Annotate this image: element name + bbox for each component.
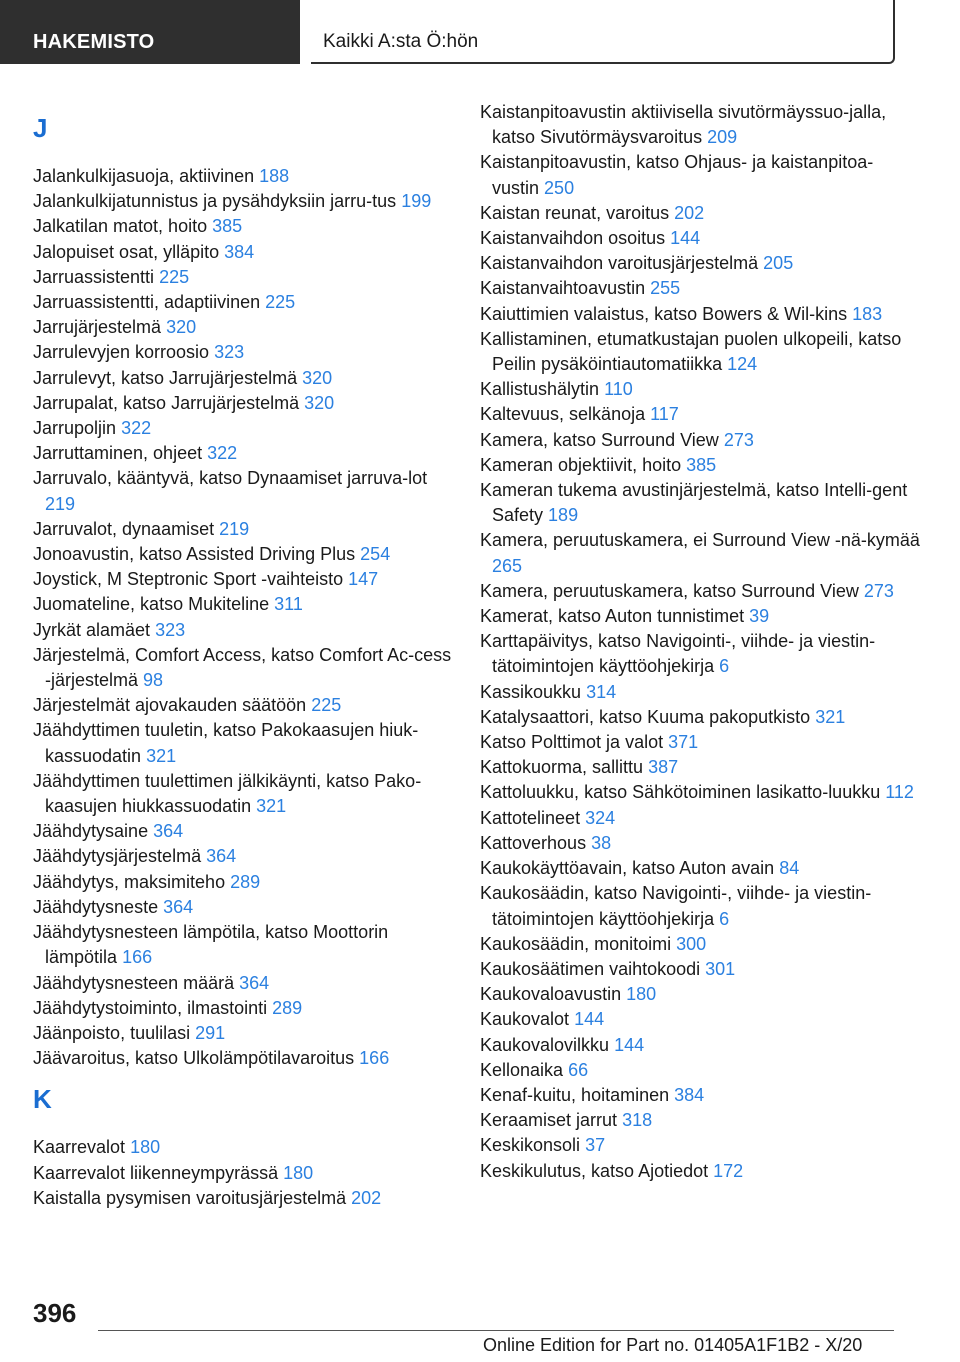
page-reference-link[interactable]: 147 <box>348 569 379 590</box>
index-entry-text: Keskikonsoli <box>480 1135 581 1156</box>
page-reference-link[interactable]: 144 <box>574 1009 605 1030</box>
page-reference-link[interactable]: 117 <box>650 404 679 425</box>
page-reference-link[interactable]: 225 <box>265 292 296 313</box>
index-entry-text: Kamerat, katso Auton tunnistimet <box>480 606 745 627</box>
page-reference-link[interactable]: 66 <box>568 1059 589 1080</box>
index-entry-text: Kaistan reunat, varoitus <box>480 202 670 223</box>
index-entry <box>33 693 453 718</box>
page-reference-link[interactable]: 219 <box>45 493 76 514</box>
page-reference-link[interactable]: 202 <box>351 1187 382 1208</box>
page-reference-link[interactable]: 324 <box>585 807 616 828</box>
index-entry <box>33 844 453 869</box>
page-reference-link[interactable]: 144 <box>670 228 701 249</box>
index-entry <box>33 441 453 466</box>
index-entry <box>480 276 920 301</box>
index-entry <box>33 416 453 441</box>
index-entry-text: Jonoavustin, katso Assisted Driving Plus <box>33 544 356 565</box>
index-entry-text: Jarrupoljin <box>33 418 117 439</box>
index-entry-text: Jäähdytys, maksimiteho <box>33 871 226 892</box>
index-entry <box>480 226 920 251</box>
index-entry <box>33 315 453 340</box>
index-entry <box>480 528 920 578</box>
index-entry-text: Jäähdytysneste <box>33 896 159 917</box>
index-entry-text: Kaistanvaihdon osoitus <box>480 228 666 249</box>
index-entry-text: Keskikulutus, katso Ajotiedot <box>480 1160 709 1181</box>
index-entry <box>480 453 920 478</box>
index-entry <box>480 831 920 856</box>
index-entry-text: Kallistushälytin <box>480 379 600 400</box>
index-entry <box>480 150 920 200</box>
page-reference-link[interactable]: 205 <box>763 253 794 274</box>
index-entry-text: Kattoluukku, katso Sähkötoiminen lasikatto-luukku <box>480 782 881 803</box>
index-entry <box>480 428 920 453</box>
index-entry <box>480 932 920 957</box>
index-entry-text: Katso Polttimot ja valot <box>480 732 664 753</box>
index-entry-text: Jarrulevyjen korroosio <box>33 342 210 363</box>
index-entry <box>33 240 453 265</box>
page-reference-link[interactable]: 289 <box>272 997 303 1018</box>
index-entry <box>480 251 920 276</box>
index-entry-text: Kaistanpitoavustin, katso Ohjaus- ja kaistanpitoa-vustin <box>480 152 874 198</box>
index-column-right <box>480 100 920 1184</box>
index-entry <box>480 806 920 831</box>
page-reference-link[interactable]: 225 <box>159 266 190 287</box>
index-entry-text: Jarrupalat, katso Jarrujärjestelmä <box>33 392 300 413</box>
index-entry <box>33 214 453 239</box>
page-reference-link[interactable]: 364 <box>153 821 184 842</box>
index-entry-text: Kaistanvaihtoavustin <box>480 278 646 299</box>
page-reference-link[interactable]: 320 <box>304 392 335 413</box>
index-entry-text: Jäähdytysnesteen määrä <box>33 972 235 993</box>
page-reference-link[interactable]: 39 <box>749 606 770 627</box>
index-entry <box>480 302 920 327</box>
index-entry <box>480 780 920 805</box>
index-entry-text: Jalopuiset osat, ylläpito <box>33 241 220 262</box>
index-entry-text: Järjestelmät ajovakauden säätöön <box>33 695 307 716</box>
page-reference-link[interactable]: 385 <box>212 216 243 237</box>
index-entry <box>33 1186 453 1211</box>
page-reference-link[interactable]: 322 <box>207 443 238 464</box>
page-reference-link[interactable]: 321 <box>256 796 287 817</box>
page-reference-link[interactable]: 384 <box>224 241 255 262</box>
index-entry-text: Jarruvalot, dynaamiset <box>33 518 215 539</box>
index-entry-text: Kaiuttimien valaistus, katso Bowers & Wil-kins <box>480 303 848 324</box>
section-tab <box>0 0 300 64</box>
index-entry <box>480 755 920 780</box>
index-entry-text: Kameran tukema avustinjärjestelmä, katso Intelli-gent Safety <box>480 480 908 526</box>
index-entry <box>480 957 920 982</box>
index-entry-text: Järjestelmä, Comfort Access, katso Comfort Ac-cess -järjestelmä <box>33 644 452 691</box>
index-entry-text: Jäähdytystoiminto, ilmastointi <box>33 997 268 1018</box>
index-entry <box>480 680 920 705</box>
page-reference-link[interactable]: 255 <box>650 278 681 299</box>
index-entry-text: Jyrkät alamäet <box>33 619 151 640</box>
index-entry-text: Kaukovalot <box>480 1009 570 1030</box>
page-reference-link[interactable]: 301 <box>705 958 736 979</box>
page-reference-link[interactable]: 188 <box>259 166 290 186</box>
page-reference-link[interactable]: 323 <box>155 619 186 640</box>
page-reference-link[interactable]: 311 <box>274 594 303 615</box>
index-column-left <box>33 100 453 1211</box>
index-entry-text: Kamera, katso Surround View <box>480 429 719 450</box>
page-reference-link[interactable]: 219 <box>219 518 250 539</box>
index-entry-text: Jalankulkijatunnistus ja pysähdyksiin jarru-tus <box>33 191 397 212</box>
index-entry <box>33 718 453 768</box>
index-entry-text: Katalysaattori, katso Kuuma pakoputkisto <box>480 706 811 727</box>
page-reference-link[interactable]: 291 <box>195 1022 226 1043</box>
page-reference-link[interactable]: 321 <box>815 706 846 727</box>
chapter-header <box>311 0 895 64</box>
index-entry-text: Kenaf-kuitu, hoitaminen <box>480 1084 670 1105</box>
index-entry-text: Kaukovalovilkku <box>480 1034 610 1055</box>
page-reference-link[interactable]: 6 <box>719 656 730 677</box>
index-entry-text: Jarruvalo, kääntyvä, katso Dynaamiset jarruva-lot <box>33 468 428 489</box>
page-reference-link[interactable]: 273 <box>863 580 894 601</box>
index-entry-text: Kaistanvaihdon varoitusjärjestelmä <box>480 253 759 274</box>
index-entry <box>480 856 920 881</box>
index-entry <box>480 629 920 679</box>
index-entry-text: Joystick, M Steptronic Sport -vaihteisto <box>33 569 344 590</box>
index-entry-text: Kassikoukku <box>480 681 582 702</box>
page-reference-link[interactable]: 189 <box>548 505 579 526</box>
index-entry <box>480 402 920 427</box>
page-reference-link[interactable]: 183 <box>852 303 883 324</box>
page-reference-link[interactable]: 6 <box>719 908 730 929</box>
index-entry <box>480 1083 920 1108</box>
index-entry <box>33 340 453 365</box>
index-entry <box>480 478 920 528</box>
index-entry <box>480 1033 920 1058</box>
page-reference-link[interactable]: 364 <box>206 846 237 867</box>
index-entry <box>33 618 453 643</box>
index-entry-text: Kaukosäädin, monitoimi <box>480 933 672 954</box>
edition-note: Online Edition for Part no. 01405A1F1B2 - X/20 <box>483 1335 863 1355</box>
page-reference-link[interactable]: 265 <box>492 555 523 576</box>
page-reference-link[interactable]: 180 <box>283 1162 314 1183</box>
index-entry-text: Kattoverhous <box>480 832 587 853</box>
page-reference-link[interactable]: 225 <box>311 695 342 716</box>
index-entry-text: Kaistalla pysymisen varoitusjärjestelmä <box>33 1187 347 1208</box>
index-entry <box>480 1133 920 1158</box>
section-title: HAKEMISTO <box>33 31 155 53</box>
index-entry <box>480 1159 920 1184</box>
page-reference-link[interactable]: 124 <box>727 354 758 375</box>
page-reference-link[interactable]: 318 <box>622 1110 653 1131</box>
index-entry <box>33 592 453 617</box>
index-entry-text: Kallistaminen, etumatkustajan puolen ulkopeili, katso Peilin pysäköintiautomatiikka <box>480 328 902 375</box>
page-reference-link[interactable]: 314 <box>586 681 617 702</box>
index-entry <box>480 1058 920 1083</box>
index-entry-text: Kamera, peruutuskamera, katso Surround View <box>480 580 859 601</box>
page-reference-link[interactable]: 172 <box>713 1160 744 1181</box>
index-entry <box>33 996 453 1021</box>
index-entry-text: Kattotelineet <box>480 807 581 828</box>
index-entry <box>33 517 453 542</box>
index-entry <box>480 327 920 377</box>
index-entry-text: Jalankulkijasuoja, aktiivinen <box>33 166 255 186</box>
index-entry-text: Kaarrevalot <box>33 1137 126 1158</box>
index-entry-text: Kaukokäyttöavain, katso Auton avain <box>480 858 775 879</box>
index-entry <box>480 982 920 1007</box>
page-reference-link[interactable]: 322 <box>121 418 152 439</box>
index-entry <box>33 265 453 290</box>
page-reference-link[interactable]: 364 <box>239 972 270 993</box>
index-entry-text: Jarrulevyt, katso Jarrujärjestelmä <box>33 367 298 388</box>
index-entry-text: Kaukovaloavustin <box>480 984 622 1005</box>
index-entry <box>33 1161 453 1186</box>
index-entry <box>33 466 453 516</box>
page-reference-link[interactable]: 364 <box>163 896 194 917</box>
index-entry-text: Kattokuorma, sallittu <box>480 757 644 778</box>
index-entry <box>480 881 920 931</box>
index-entry <box>33 819 453 844</box>
page-reference-link[interactable]: 254 <box>360 544 391 565</box>
chapter-title: Kaikki A:sta Ö:hön <box>323 31 479 52</box>
page-reference-link[interactable]: 320 <box>302 367 333 388</box>
index-entry-text: Jarrujärjestelmä <box>33 317 162 338</box>
page-reference-link[interactable]: 385 <box>686 454 717 475</box>
index-entry <box>33 542 453 567</box>
index-entry-text: Kameran objektiivit, hoito <box>480 454 682 475</box>
page-reference-link[interactable]: 323 <box>214 342 245 363</box>
page-reference-link[interactable]: 199 <box>401 191 432 212</box>
index-entry <box>480 100 920 150</box>
index-entry-text: Kaltevuus, selkänoja <box>480 404 646 425</box>
page-reference-link[interactable]: 371 <box>668 732 699 753</box>
index-entry-text: Keraamiset jarrut <box>480 1110 618 1131</box>
index-entry-text: Kaistanpitoavustin aktiivisella sivutörmäyssuo-jalla, katso Sivutörmäysvaroitus <box>480 102 887 148</box>
index-entry <box>480 1007 920 1032</box>
index-entry <box>33 1021 453 1046</box>
index-entry-text: Jäänpoisto, tuulilasi <box>33 1022 191 1043</box>
index-entry-text: Jarruassistentti, adaptiivinen <box>33 292 261 313</box>
page-reference-link[interactable]: 180 <box>626 984 657 1005</box>
index-entry-text: Jäähdyttimen tuulettimen jälkikäynti, katso Pako-kaasujen hiukkassuodatin <box>33 770 422 817</box>
index-entry-text: Kaarrevalot liikenneympyrässä <box>33 1162 279 1183</box>
index-entry <box>480 705 920 730</box>
index-entry <box>480 730 920 755</box>
index-entry-text: Jäähdytysaine <box>33 821 149 842</box>
index-entry <box>33 189 453 214</box>
page-reference-link[interactable]: 289 <box>230 871 261 892</box>
footer-divider <box>98 1330 894 1331</box>
page-reference-link[interactable]: 273 <box>723 429 754 450</box>
page-reference-link[interactable]: 300 <box>676 933 707 954</box>
index-entry <box>33 971 453 996</box>
page-reference-link[interactable]: 321 <box>146 745 177 766</box>
page-reference-link[interactable]: 166 <box>122 947 153 968</box>
index-entry <box>33 769 453 819</box>
index-entry <box>480 579 920 604</box>
index-letter-heading: J <box>33 113 48 143</box>
page-reference-link[interactable]: 110 <box>604 379 633 400</box>
index-entry-text: Kaukosäädin, katso Navigointi-, viihde- ja viestin-tätoimintojen käyttöohjekirja <box>480 883 872 929</box>
index-entry-text: Karttapäivitys, katso Navigointi-, viihde- ja viestin-tätoimintojen käyttöohjekirja <box>480 631 876 677</box>
index-entry-text: Juomateline, katso Mukiteline <box>33 594 270 615</box>
index-entry <box>33 895 453 920</box>
index-entry <box>33 567 453 592</box>
index-entry-text: Jäähdytysjärjestelmä <box>33 846 202 867</box>
index-entry-text: Jäähdyttimen tuuletin, katso Pakokaasujen hiuk-kassuodatin <box>33 720 419 766</box>
index-entry <box>33 920 453 970</box>
index-entry <box>33 164 453 189</box>
page-reference-link[interactable]: 180 <box>130 1137 161 1158</box>
index-letter-heading: K <box>33 1084 52 1115</box>
index-entry <box>33 366 453 391</box>
index-entry-text: Jäähdytysnesteen lämpötila, katso Moottorin lämpötila <box>33 922 389 968</box>
page-number: 396 <box>33 1298 77 1328</box>
index-entry-text: Kamera, peruutuskamera, ei Surround View -nä-kymää <box>480 530 920 551</box>
index-entry <box>33 391 453 416</box>
page-reference-link[interactable]: 84 <box>779 858 800 879</box>
page-reference-link[interactable]: 98 <box>143 670 164 691</box>
page-reference-link[interactable]: 209 <box>707 127 738 148</box>
page-reference-link[interactable]: 112 <box>885 782 914 803</box>
index-entry-text: Kaukosäätimen vaihtokoodi <box>480 958 701 979</box>
index-entry-text: Kellonaika <box>480 1059 564 1080</box>
index-entry-text: Jarruassistentti <box>33 266 155 287</box>
index-entry <box>33 870 453 895</box>
index-entry <box>33 643 453 693</box>
index-entry-text: Jarruttaminen, ohjeet <box>33 443 203 464</box>
index-entry <box>480 1108 920 1133</box>
index-entry <box>480 604 920 629</box>
page-reference-link[interactable]: 387 <box>648 757 679 778</box>
index-entry-text: Jäävaroitus, katso Ulkolämpötilavaroitus <box>33 1048 355 1069</box>
index-entry-text: Jalkatilan matot, hoito <box>33 216 208 237</box>
page-reference-link[interactable]: 320 <box>166 317 197 338</box>
index-entry <box>480 377 920 402</box>
page-reference-link[interactable]: 37 <box>585 1135 606 1156</box>
index-entry <box>33 1135 453 1160</box>
page-reference-link[interactable]: 250 <box>544 177 575 198</box>
index-entry <box>33 1046 453 1071</box>
index-entry <box>33 290 453 315</box>
index-entry <box>480 201 920 226</box>
page-reference-link[interactable]: 144 <box>614 1034 645 1055</box>
page-reference-link[interactable]: 202 <box>674 202 705 223</box>
page-reference-link[interactable]: 38 <box>591 832 612 853</box>
page-reference-link[interactable]: 166 <box>359 1048 390 1069</box>
page-reference-link[interactable]: 384 <box>674 1084 705 1105</box>
